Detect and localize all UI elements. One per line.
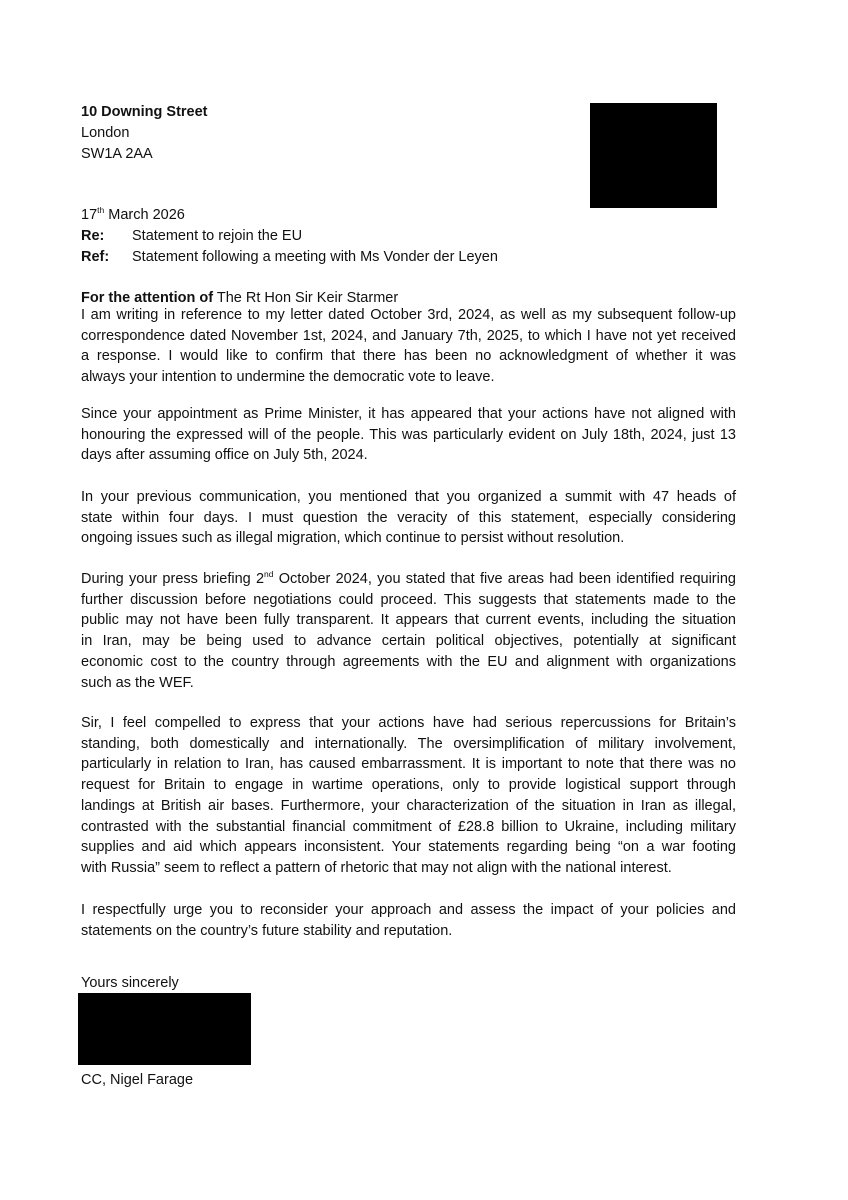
paragraph-line: public may not have been fully transparent. It appears that current events, including the situation [81,612,736,629]
paragraph-1 [81,305,736,388]
paragraph-line: in Iran, may be being used to advance certain political objectives, potentially at significant [81,633,736,650]
paragraph-line [81,569,736,590]
re-label: Re: [81,228,105,244]
paragraph-line: landings at British air bases. Furthermore, your characterization of the situation in Iran as illegal, [81,797,736,814]
paragraph-line: In your previous communication, you mentioned that you organized a summit with 47 heads of [81,489,736,505]
attention-label: For the attention of [81,290,214,306]
paragraph-line: days after assuming office on July 5th, 2024. [81,447,368,464]
paragraph-line: such as the WEF. [81,674,194,691]
date-day: 17 [81,207,98,223]
paragraph-line: particularly in relation to Iran, has caused embarrassment. It is important to note that there was no [81,756,736,773]
paragraph-3 [81,487,736,549]
paragraph-line: always your intention to undermine the democratic vote to leave. [81,369,495,386]
paragraph-6 [81,900,736,941]
paragraph-2 [81,404,736,466]
paragraph-line: honouring the expressed will of the people. This was particularly evident on July 18th, 2024, just 13 [81,426,736,443]
paragraph-line: economic cost to the country through agreements with the EU and alignment with organizations [81,653,736,670]
paragraph-line: I respectfully urge you to reconsider your approach and assess the impact of your policies and [81,902,736,918]
address-line-3: SW1A 2AA [81,146,153,162]
address-line-2: London [81,125,130,141]
cc-line: CC, Nigel Farage [81,1072,194,1088]
ref-text: Statement following a meeting with Ms Vonder der Leyen [132,249,498,265]
redacted-sender-block [590,103,717,208]
address-line-1: 10 Downing Street [81,104,208,120]
re-text: Statement to rejoin the EU [132,228,303,244]
paragraph-line: statements on the country’s future stability and reputation. [81,922,453,939]
paragraph-line: state within four days. I must question the veracity of this statement, especially considering [81,509,736,526]
paragraph-line: standing, both domestically and internationally. The oversimplification of military involvement, [81,735,736,752]
paragraph-line: ongoing issues such as illegal migration, which continue to persist without resolution. [81,530,625,547]
date-rest: March 2026 [104,207,185,223]
closing-salutation: Yours sincerely [81,975,179,991]
paragraph-line: supplies and aid which appears inconsistent. Your statements regarding being “on a war footing [81,839,736,856]
paragraph-line: request for Britain to engage in wartime operations, only to provide logistical support through [81,777,736,794]
paragraph-line: I am writing in reference to my letter dated October 3rd, 2024, as well as my subsequent follow-up [81,307,736,323]
paragraph-4 [81,569,736,693]
paragraph-line: Since your appointment as Prime Minister, it has appeared that your actions have not aligned with [81,406,736,422]
p4-pre: During your press briefing 2 [81,571,265,587]
paragraph-line: correspondence dated November 1st, 2024, and January 7th, 2025, to which I have not yet received [81,327,736,344]
p4-sup: nd [264,569,274,579]
re-line [81,226,302,247]
p4-post: October 2024, you stated that five areas had been identified requiring [273,571,736,587]
letter-date [81,205,185,226]
date-suffix: th [97,205,105,215]
paragraph-line: with Russia” seem to reflect a pattern of rhetoric that may not align with the national interest. [81,859,672,876]
paragraph-line: contrasted with the substantial financial commitment of £28.8 billion to Ukraine, including military [81,818,736,835]
paragraph-line: Sir, I feel compelled to express that your actions have had serious repercussions for Britain’s [81,715,736,731]
ref-line [81,247,498,268]
recipient-address [81,102,208,165]
paragraph-line: further discussion before negotiations could proceed. This suggests that statements made to the [81,591,736,608]
paragraph-5 [81,713,736,879]
attention-name: The Rt Hon Sir Keir Starmer [213,290,399,306]
redacted-signature [78,993,251,1065]
ref-label: Ref: [81,249,110,265]
paragraph-line: a response. I would like to confirm that there has been no acknowledgment of whether it was [81,348,736,365]
